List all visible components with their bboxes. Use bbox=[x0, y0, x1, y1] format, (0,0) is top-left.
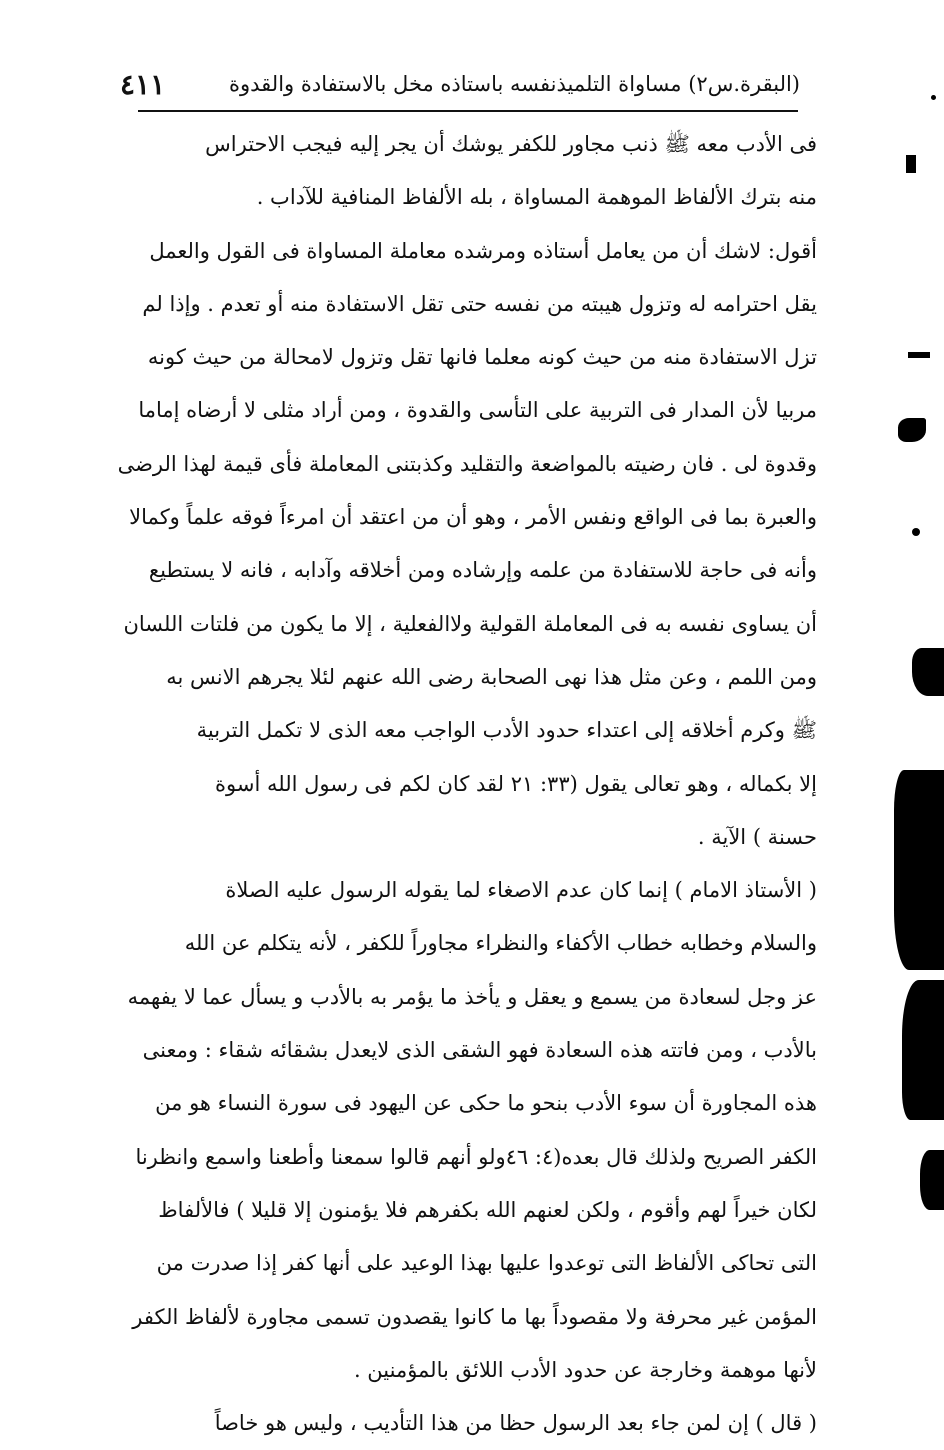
text-line: إلا بكماله ، وهو تعالى يقول (٣٣: ٢١ لقد كان لكم فى رسول الله أسوة bbox=[215, 771, 817, 796]
scan-edge-shadow bbox=[902, 980, 944, 1120]
text-line: ﷺ وكرم أخلاقه إلى اعتداء حدود الأدب الواجب معه الذى لا تكمل التربية bbox=[196, 718, 817, 743]
text-line: والعبرة بما فى الواقع ونفس الأمر ، وهو أن من اعتقد أن امرءاً فوقه علماً وكمالا bbox=[129, 505, 817, 530]
text-line: أن يساوى نفسه به فى المعاملة القولية ولاالفعلية ، إلا ما يكون من فلتات اللسان bbox=[123, 611, 817, 636]
text-line: هذه المجاورة أن سوء الأدب بنحو ما حكى عن اليهود فى سورة النساء هو من bbox=[155, 1091, 817, 1116]
text-line: عز وجل لسعادة من يسمع و يعقل و يأخذ ما يؤمر به بالأدب و يسأل عما لا يفهمه bbox=[127, 984, 817, 1009]
running-title: (البقرة.س٢) مساواة التلميذنفسه باستاذه مخل بالاستفادة والقدوة bbox=[229, 72, 800, 96]
header-divider bbox=[138, 110, 798, 112]
text-line: فى الأدب معه ﷺ ذنب مجاور للكفر يوشك أن يجر إليه فيجب الاحتراس bbox=[205, 132, 817, 156]
text-line: أقول: لاشك أن من يعامل أستاذه ومرشده معاملة المساواة فى القول والعمل bbox=[149, 238, 817, 263]
scan-speck bbox=[931, 95, 936, 100]
scan-blot bbox=[898, 418, 926, 442]
page-header bbox=[120, 62, 800, 106]
scan-edge-marks bbox=[884, 0, 944, 1318]
text-line: منه بترك الألفاظ الموهمة المساواة ، بله الألفاظ المنافية للآداب . bbox=[256, 185, 817, 210]
text-line: والسلام وخطابه خطاب الأكفاء والنظراء مجاوراً للكفر ، لأنه يتكلم عن الله bbox=[184, 931, 817, 956]
scan-speck bbox=[906, 155, 916, 173]
text-line: وقدوة لى . فان رضيته بالمواضعة والتقليد وكذبتنى المعاملة فأى قيمة لهذا الرضى bbox=[117, 451, 817, 476]
text-line: ( قال ) إن لمن جاء بعد الرسول حظا من هذا التأديب ، وليس هو خاصاً bbox=[214, 1411, 817, 1436]
text-line: بالأدب ، ومن فاتته هذه السعادة فهو الشقى الذى لايعدل بشقائه شقاء : ومعنى bbox=[142, 1038, 817, 1063]
text-line: المؤمن غير محرفة ولا مقصوداً بها ما كانوا يقصدون تسمى مجاورة لألفاظ الكفر bbox=[132, 1304, 817, 1329]
scan-speck bbox=[908, 352, 930, 358]
text-line: ( الأستاذ الامام ) إنما كان عدم الاصغاء لما يقوله الرسول عليه الصلاة bbox=[225, 878, 817, 903]
text-line: تزل الاستفادة منه من حيث كونه معلما فانها تقل وتزول لامحالة من حيث كونه bbox=[147, 345, 817, 370]
scan-edge-shadow bbox=[912, 648, 944, 696]
text-line: لكان خيراً لهم وأقوم ، ولكن لعنهم الله بكفرهم فلا يؤمنون إلا قليلا ) فالألفاظ bbox=[158, 1197, 817, 1222]
body-text bbox=[105, 118, 817, 1450]
scan-edge-shadow bbox=[920, 1150, 944, 1210]
text-line: ومن اللمم ، وعن مثل هذا نهى الصحابة رضى الله عنهم لئلا يجرهم الانس به bbox=[166, 664, 817, 689]
text-line: وأنه فى حاجة للاستفادة من علمه وإرشاده ومن أخلاقه وآدابه ، فانه لا يستطيع bbox=[148, 558, 817, 583]
text-line: يقل احترامه له وتزول هيبته من نفسه حتى تقل الاستفادة منه أو تعدم . وإذا لم bbox=[142, 291, 817, 316]
text-line: مربيا لأن المدار فى التربية على التأسى والقدوة ، ومن أراد مثلى لا أرضاه إماما bbox=[138, 398, 817, 423]
scan-edge-shadow bbox=[894, 770, 944, 970]
scan-speck bbox=[912, 528, 920, 536]
page-number: ٤١١ bbox=[120, 67, 166, 101]
text-line: التى تحاكى الألفاظ التى توعدوا عليها بهذا الوعيد على أنها كفر إذا صدرت من bbox=[156, 1251, 817, 1276]
text-line: الكفر الصريح ولذلك قال بعده(٤: ٤٦ولو أنهم قالوا سمعنا وأطعنا واسمع وانظرنا bbox=[135, 1144, 817, 1169]
text-line: حسنة ) الآية . bbox=[697, 824, 817, 849]
text-line: لأنها موهمة وخارجة عن حدود الأدب اللائق بالمؤمنين . bbox=[353, 1357, 817, 1382]
